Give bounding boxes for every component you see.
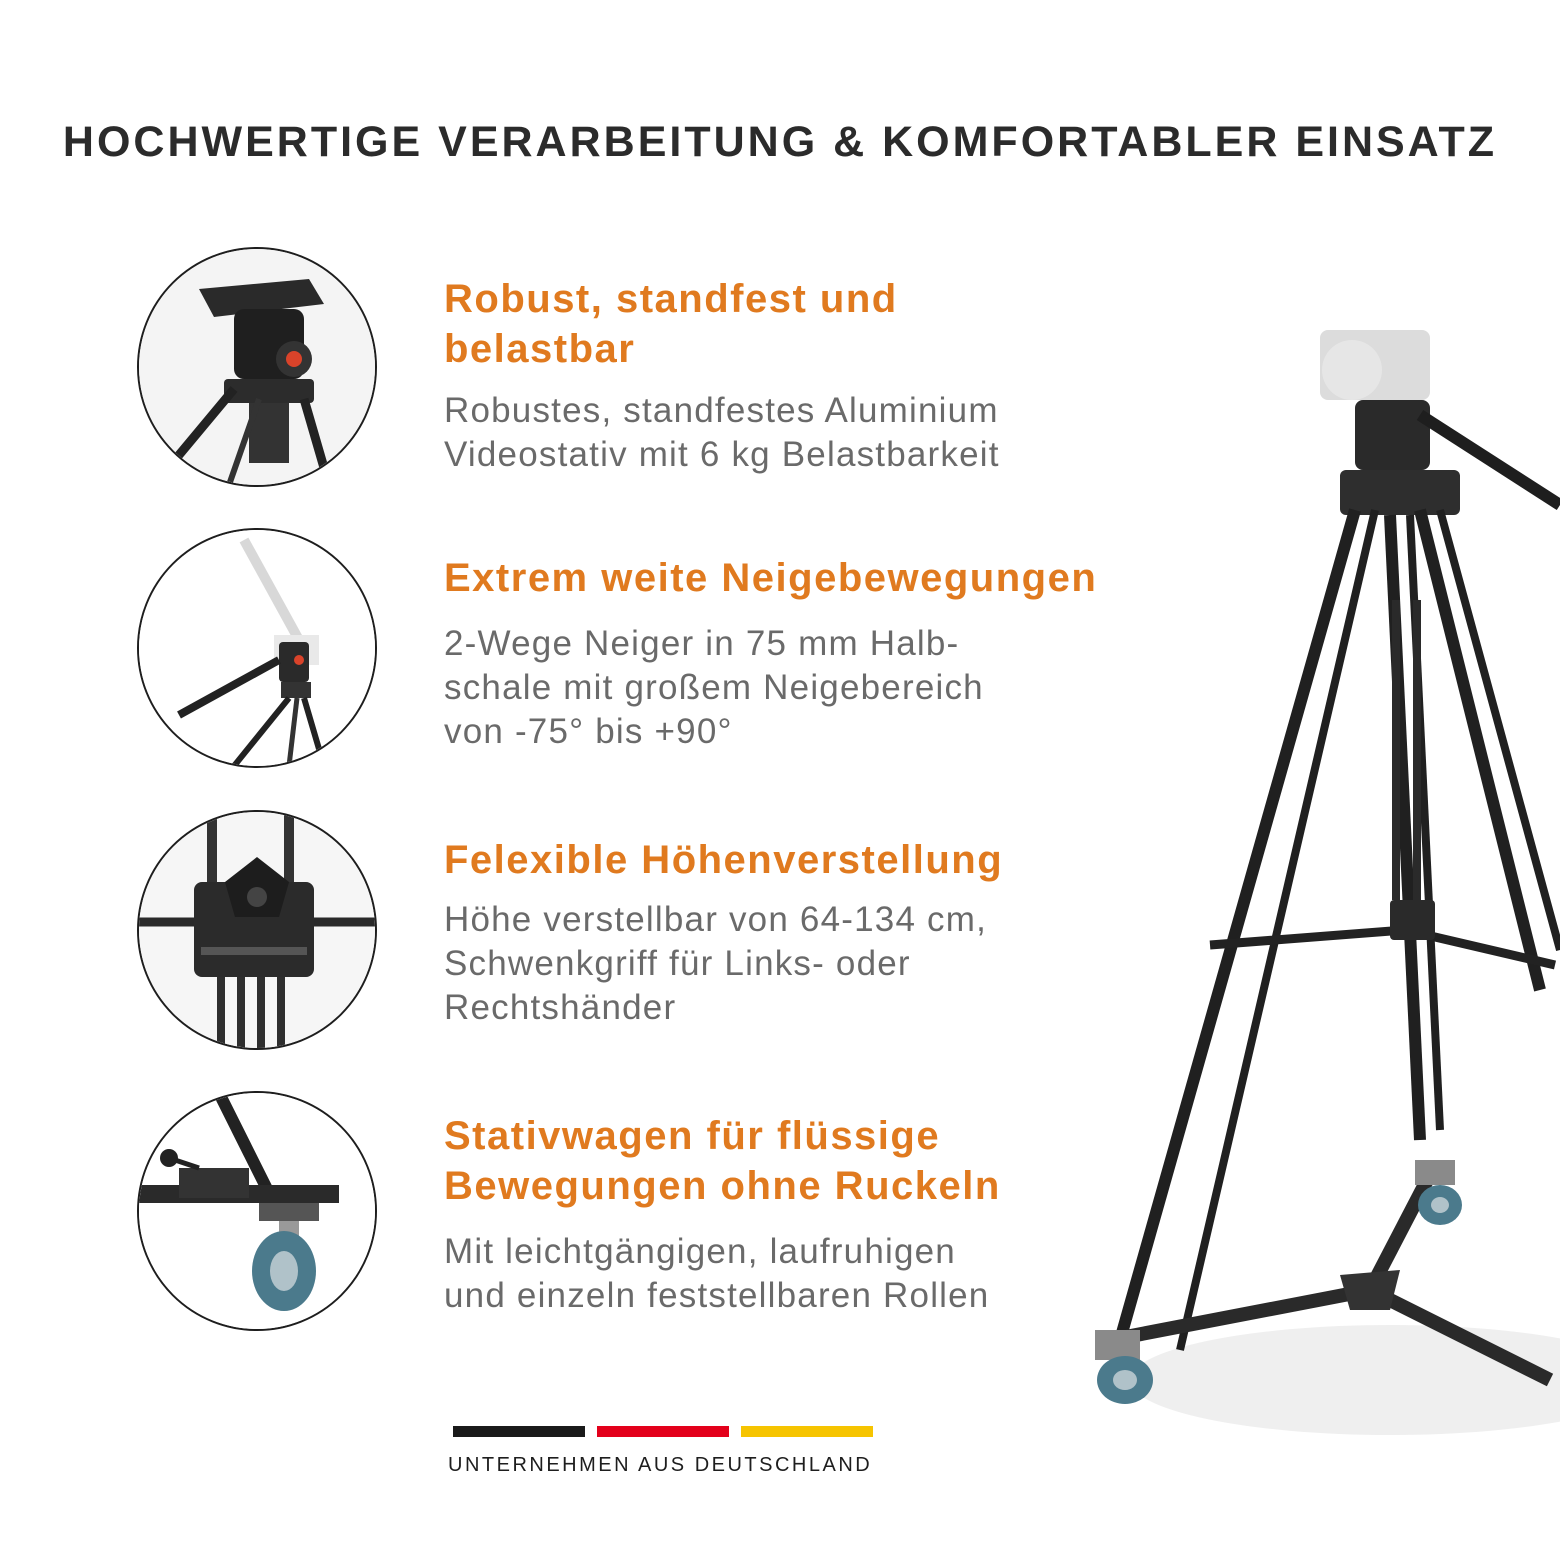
- feature-title: Felexible Höhenverstellung: [444, 838, 1004, 882]
- feature-title: Stativwagen für flüssige Bewegungen ohne Ruckeln: [444, 1114, 1001, 1208]
- flag-bar-black: [453, 1426, 585, 1437]
- feature-description: 2-Wege Neiger in 75 mm Halb- schale mit großem Neigebereich von -75° bis +90°: [444, 624, 984, 751]
- feature-title: Extrem weite Neigebewegungen: [444, 556, 1098, 600]
- dolly-wheel-closeup-image: [137, 1091, 377, 1331]
- height-lock-knob-closeup-image: [137, 810, 377, 1050]
- page-headline: HOCHWERTIGE VERARBEITUNG & KOMFORTABLER EINSATZ: [62, 118, 1498, 166]
- company-origin-caption: UNTERNEHMEN AUS DEUTSCHLAND: [448, 1454, 873, 1476]
- feature-title: Robust, standfest und belastbar: [444, 277, 898, 371]
- flag-bar-gold: [741, 1426, 873, 1437]
- tripod-head-closeup-image: [137, 247, 377, 487]
- flag-bar-red: [597, 1426, 729, 1437]
- tilt-range-illustration-image: [137, 528, 377, 768]
- video-tripod-with-dolly-image: [1070, 300, 1560, 1450]
- feature-description: Höhe verstellbar von 64-134 cm, Schwenkgriff für Links- oder Rechtshänder: [444, 900, 988, 1027]
- feature-description: Mit leichtgängigen, laufruhigen und einzeln feststellbaren Rollen: [444, 1232, 990, 1315]
- feature-description: Robustes, standfestes Aluminium Videostativ mit 6 kg Belastbarkeit: [444, 391, 1000, 474]
